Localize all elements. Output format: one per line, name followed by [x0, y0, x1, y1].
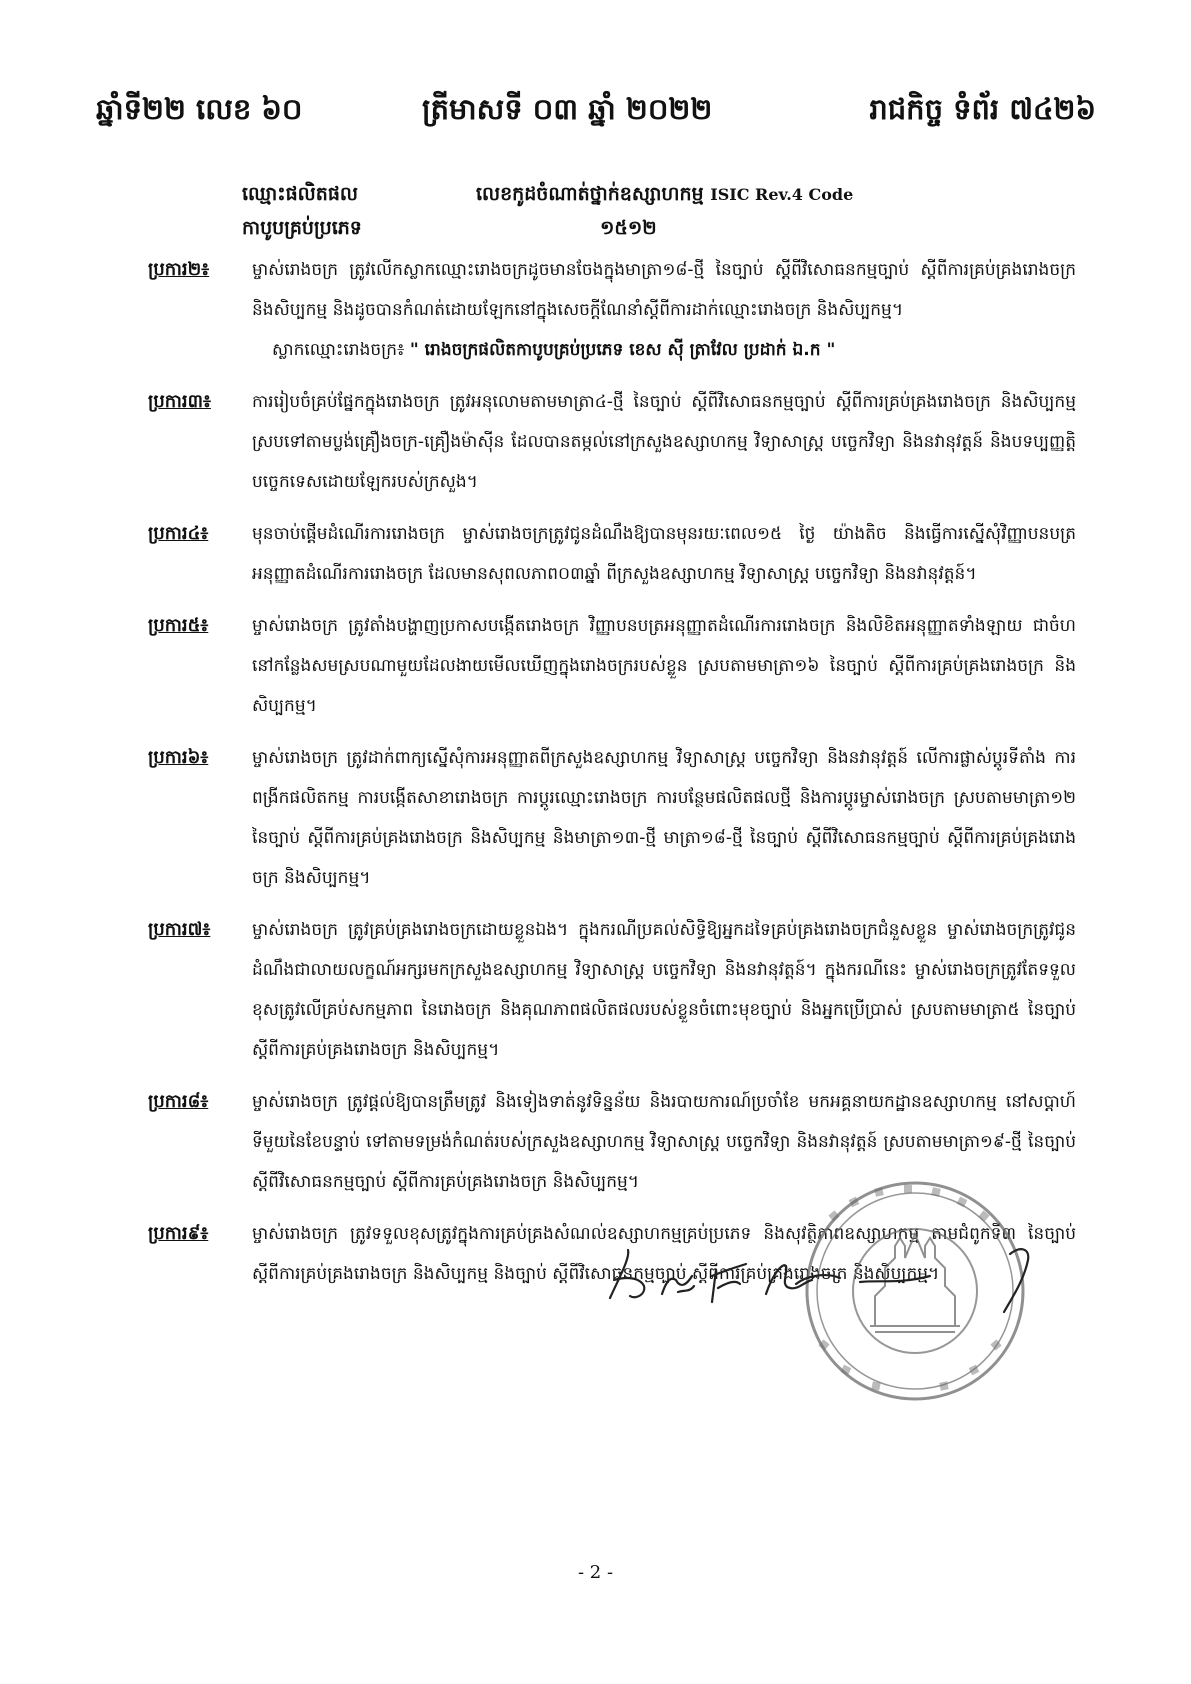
- signboard-value: " រោងចក្រផលិតកាបូបគ្រប់ប្រភេទ ខេស ស៊ី ត្រាវែល ប្រដាក់ ឯ.ក ": [409, 340, 836, 360]
- isic-code-label-khmer: លេខកូដចំណាត់ថ្នាក់ឧស្សាហកម្ម: [476, 183, 704, 205]
- isic-code-label: [476, 178, 853, 211]
- article-label: ប្រការ៥៖: [148, 615, 209, 636]
- article-body: ម្ចាស់រោងចក្រ ត្រូវទទួលខុសត្រូវក្នុងការគ្រប់គ្រងសំណល់ឧស្សាហកម្មគ្រប់ប្រភេទ និងសុវត្ថិភាពឧស្សាហកម្ម តាមជំពូកទី៣ នៃច្បាប់ ស្តីពីការគ្រប់គ្រងរោងចក្រ និងសិប្បកម្ម និងច្បាប់ ស្តីពីវិសោធនកម្មច្បាប់ ស្តីពីការគ្រប់គ្រងរោងចក្រ និងសិប្បកម្ម។: [252, 1224, 1076, 1284]
- article-label: ប្រការ៨៖: [148, 1091, 209, 1112]
- article-label: ប្រការ៩៖: [148, 1223, 209, 1244]
- gazette-header: [96, 92, 1096, 144]
- article-body: មុនចាប់ផ្តើមដំណើរការរោងចក្រ ម្ចាស់រោងចក្រត្រូវជូនដំណឹងឱ្យបានមុនរយៈពេល១៥ ថ្ងៃ យ៉ាងតិច និងធ្វើការស្នើសុំវិញ្ញាបនបត្រអនុញ្ញាតដំណើរការរោងចក្រ ដែលមានសុពលភាព០៣ឆ្នាំ ពីក្រសួងឧស្សាហកម្ម វិទ្យាសាស្ត្រ បច្ចេកវិទ្យា និងនវានុវត្តន៍។: [252, 524, 1076, 584]
- article-6: [148, 738, 1076, 898]
- isic-code-label-latin: ISIC Rev.4 Code: [710, 185, 854, 204]
- gazette-quarter: ត្រីមាសទី ០៣ ឆ្នាំ ២០២២: [422, 92, 713, 126]
- signboard-label: ស្លាកឈ្មោះរោងចក្រ៖: [272, 340, 405, 360]
- isic-code-value: ១៥១២: [600, 217, 657, 239]
- article-body: ការរៀបចំគ្រប់ផ្នែកក្នុងរោងចក្រ ត្រូវអនុលោមតាមមាត្រា៤-ថ្មី នៃច្បាប់ ស្តីពីវិសោធនកម្មច្បាប់ ស្តីពីការគ្រប់គ្រងរោងចក្រ និងសិប្បកម្ម ស្របទៅតាមប្លង់គ្រឿងចក្រ-គ្រឿងម៉ាស៊ីន ដែលបានតម្កល់នៅក្រសួងឧស្សាហកម្ម វិទ្យាសាស្ត្រ បច្ចេកវិទ្យា និងនវានុវត្តន៍ និងបទប្បញ្ញត្តិបច្ចេកទេសដោយឡែករបស់ក្រសួង។: [252, 392, 1076, 492]
- article-body: ម្ចាស់រោងចក្រ ត្រូវផ្តល់ឱ្យបានត្រឹមត្រូវ និងទៀងទាត់នូវទិន្នន័យ និងរបាយការណ៍ប្រចាំខែ មកអគ្គនាយកដ្ឋានឧស្សាហកម្ម នៅសប្តាហ៍ទីមួយនៃខែបន្ទាប់ ទៅតាមទម្រង់កំណត់របស់ក្រសួងឧស្សាហកម្ម វិទ្យាសាស្ត្រ បច្ចេកវិទ្យា និងនវានុវត្តន៍ ស្របតាមមាត្រា១៩-ថ្មី នៃច្បាប់ ស្តីពីវិសោធនកម្មច្បាប់ ស្តីពីការគ្រប់គ្រងរោងចក្រ និងសិប្បកម្ម។: [252, 1092, 1076, 1192]
- article-5: [148, 606, 1076, 726]
- article-label: ប្រការ៤៖: [148, 523, 209, 544]
- signature-initials-icon: [600, 1236, 1060, 1316]
- gazette-year-issue: ឆ្នាំទី២២ លេខ ៦០: [96, 92, 303, 126]
- article-list: [148, 250, 1076, 1306]
- product-name-value: កាបូបគ្រប់ប្រភេទ: [242, 217, 362, 239]
- gazette-page: រាជកិច្ច ទំព័រ ៧៤២៦: [869, 92, 1096, 126]
- article-label: ប្រការ៧៖: [148, 919, 211, 940]
- article-body: ម្ចាស់រោងចក្រ ត្រូវគ្រប់គ្រងរោងចក្រដោយខ្លួនឯង។ ក្នុងករណីប្រគល់សិទ្ធិឱ្យអ្នកដទៃគ្រប់គ្រងរោងចក្រជំនួសខ្លួន ម្ចាស់រោងចក្រត្រូវជូនដំណឹងជាលាយលក្ខណ៍អក្សរមកក្រសួងឧស្សាហកម្ម វិទ្យាសាស្ត្រ បច្ចេកវិទ្យា និងនវានុវត្តន៍។ ក្នុងករណីនេះ ម្ចាស់រោងចក្រត្រូវតែទទួលខុសត្រូវលើគ្រប់សកម្មភាព នៃរោងចក្រ និងគុណភាពផលិតផលរបស់ខ្លួនចំពោះមុខច្បាប់ និងអ្នកប្រើប្រាស់ ស្របតាមមាត្រា៥ នៃច្បាប់ ស្តីពីការគ្រប់គ្រងរោងចក្រ និងសិប្បកម្ម។: [252, 920, 1076, 1060]
- page-number: - 2 -: [577, 1562, 614, 1583]
- article-body: ម្ចាស់រោងចក្រ ត្រូវដាក់ពាក្យស្នើសុំការអនុញ្ញាតពីក្រសួងឧស្សាហកម្ម វិទ្យាសាស្ត្រ បច្ចេកវិទ្យា និងនវានុវត្តន៍ លើការផ្លាស់ប្តូរទីតាំង ការពង្រីកផលិតកម្ម ការបង្កើតសាខារោងចក្រ ការប្តូរឈ្មោះរោងចក្រ ការបន្ថែមផលិតផលថ្មី និងការប្តូរម្ចាស់រោងចក្រ ស្របតាមមាត្រា១២ នៃច្បាប់ ស្តីពីការគ្រប់គ្រងរោងចក្រ និងសិប្បកម្ម និងមាត្រា១៣-ថ្មី មាត្រា១៨-ថ្មី នៃច្បាប់ ស្តីពីវិសោធនកម្មច្បាប់ ស្តីពីការគ្រប់គ្រងរោងចក្រ និងសិប្បកម្ម។: [252, 748, 1076, 888]
- article-label: ប្រការ៦៖: [148, 747, 209, 768]
- article-label: ប្រការ២៖: [148, 259, 210, 280]
- product-name-label: ឈ្មោះផលិតផល: [242, 183, 358, 205]
- article-3: [148, 382, 1076, 502]
- article-2: [148, 250, 1076, 370]
- article-body: ម្ចាស់រោងចក្រ ត្រូវលើកស្លាកឈ្មោះរោងចក្រដូចមានចែងក្នុងមាត្រា១៨-ថ្មី នៃច្បាប់ ស្តីពីវិសោធនកម្មច្បាប់ ស្តីពីការគ្រប់គ្រងរោងចក្រ និងសិប្បកម្ម និងដូចបានកំណត់ដោយឡែកនៅក្នុងសេចក្តីណែនាំស្តីពីការដាក់ឈ្មោះរោងចក្រ និងសិប្បកម្ម។: [252, 260, 1076, 320]
- article-body: ម្ចាស់រោងចក្រ ត្រូវតាំងបង្ហាញប្រកាសបង្កើតរោងចក្រ វិញ្ញាបនបត្រអនុញ្ញាតដំណើរការរោងចក្រ និងលិខិតអនុញ្ញាតទាំងឡាយ ជាចំហនៅកន្លែងសមស្របណាមួយដែលងាយមើលឃើញក្នុងរោងចក្ររបស់ខ្លួន ស្របតាមមាត្រា១៦ នៃច្បាប់ ស្តីពីការគ្រប់គ្រងរោងចក្រ និងសិប្បកម្ម។: [252, 616, 1076, 716]
- article-label: ប្រការ៣៖: [148, 391, 211, 412]
- factory-signboard: [272, 330, 1076, 370]
- article-4: [148, 514, 1076, 594]
- article-7: [148, 910, 1076, 1070]
